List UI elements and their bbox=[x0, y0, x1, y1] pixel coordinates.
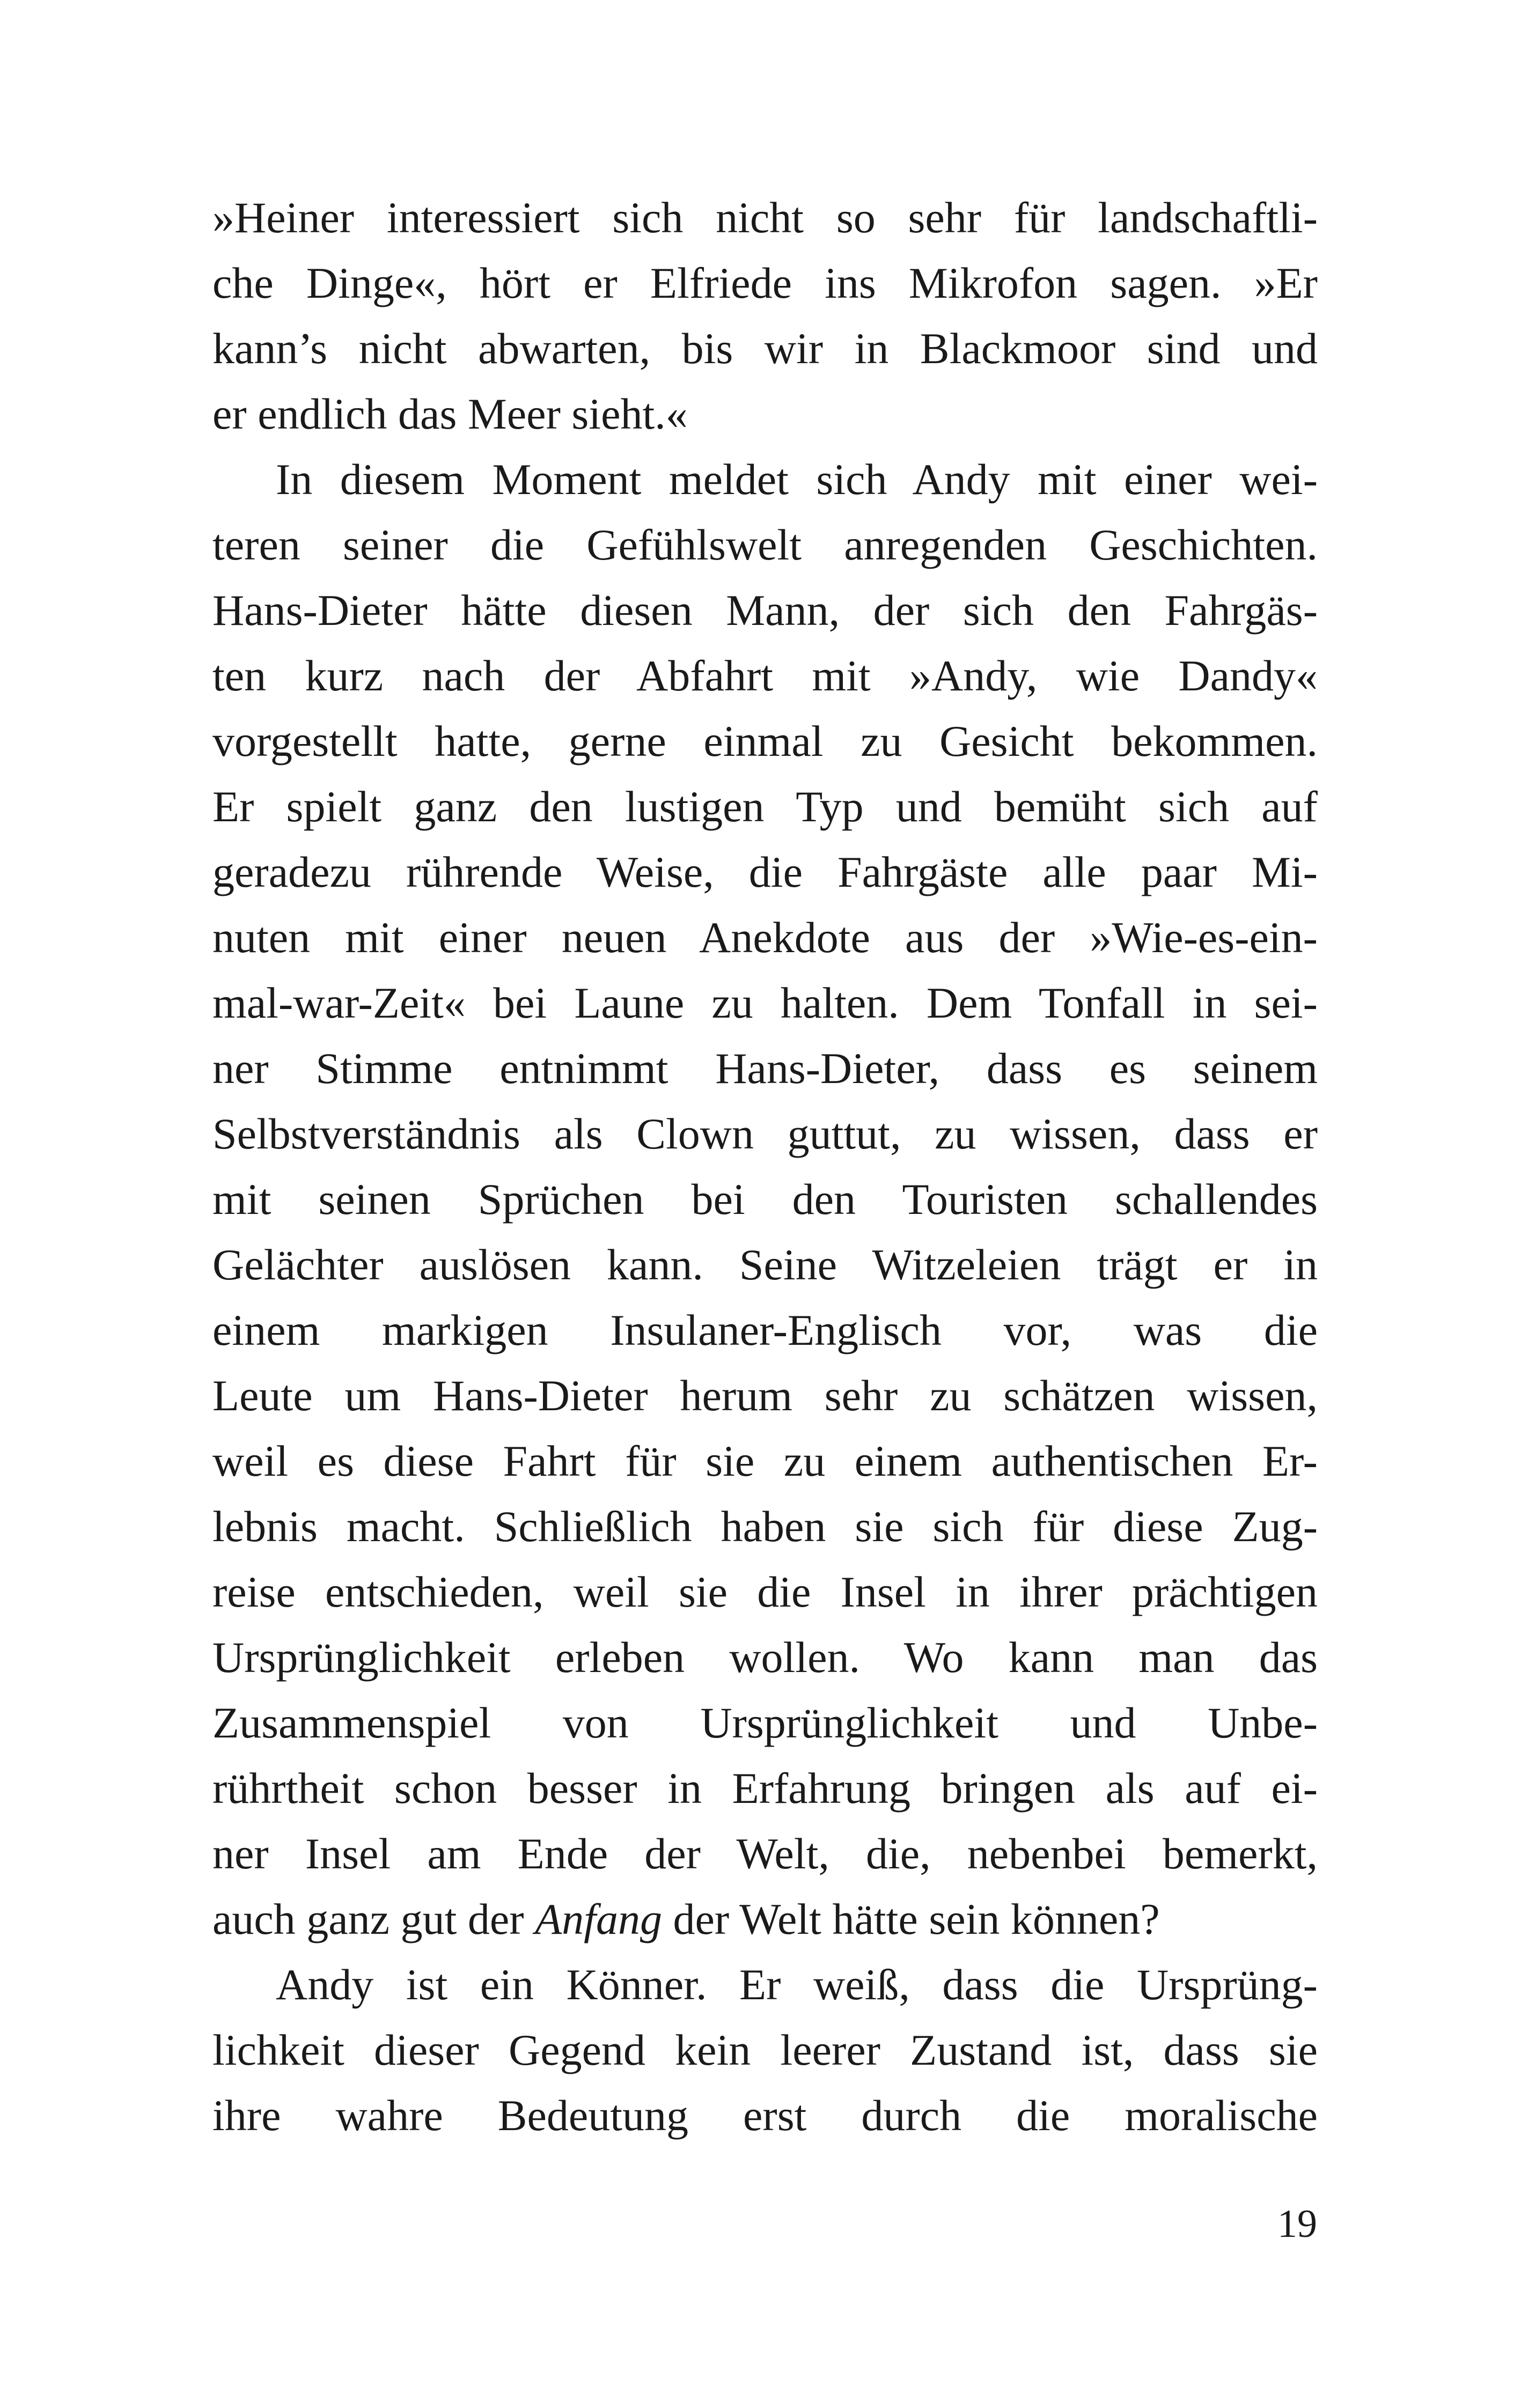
text-line: Gelächter auslösen kann. Seine Witzeleien trägt er in bbox=[212, 1240, 1318, 1289]
text-line: nuten mit einer neuen Anekdote aus der »Wie-es-ein- bbox=[212, 913, 1318, 962]
page-number: 19 bbox=[1277, 2202, 1317, 2246]
text-line-with-emphasis bbox=[212, 1887, 1318, 1952]
text-line: er endlich das Meer sieht.« bbox=[212, 389, 688, 438]
emphasized-word: Anfang bbox=[535, 1895, 662, 1943]
text-line: Selbstverständnis als Clown guttut, zu wissen, dass er bbox=[212, 1109, 1318, 1158]
text-line: reise entschieden, weil sie die Insel in ihrer prächtigen bbox=[212, 1567, 1318, 1616]
text-line: Ursprünglichkeit erleben wollen. Wo kann man das bbox=[212, 1633, 1318, 1682]
text-fragment: der Welt hätte sein können? bbox=[662, 1895, 1160, 1943]
text-line: ner Insel am Ende der Welt, die, nebenbei bemerkt, bbox=[212, 1829, 1318, 1878]
text-line: ten kurz nach der Abfahrt mit »Andy, wie Dandy« bbox=[212, 651, 1318, 700]
text-line: Hans-Dieter hätte diesen Mann, der sich den Fahrgäs- bbox=[212, 586, 1318, 635]
text-line: lebnis macht. Schließlich haben sie sich für diese Zug- bbox=[212, 1502, 1318, 1551]
text-line: »Heiner interessiert sich nicht so sehr für landschaftli- bbox=[212, 193, 1318, 242]
text-line: lichkeit dieser Gegend kein leerer Zustand ist, dass sie bbox=[212, 2026, 1318, 2074]
text-line: mit seinen Sprüchen bei den Touristen schallendes bbox=[212, 1175, 1318, 1224]
text-line: In diesem Moment meldet sich Andy mit einer wei- bbox=[276, 455, 1318, 504]
text-line: geradezu rührende Weise, die Fahrgäste alle paar Mi- bbox=[212, 848, 1318, 896]
text-line: mal-war-Zeit« bei Laune zu halten. Dem Tonfall in sei- bbox=[212, 978, 1318, 1027]
text-line: Zusammenspiel von Ursprünglichkeit und Unbe- bbox=[212, 1698, 1318, 1747]
text-line: ihre wahre Bedeutung erst durch die moralische bbox=[212, 2091, 1318, 2140]
text-line: vorgestellt hatte, gerne einmal zu Gesicht bekommen. bbox=[212, 717, 1318, 765]
text-line: Leute um Hans-Dieter herum sehr zu schätzen wissen, bbox=[212, 1371, 1318, 1420]
text-line: che Dinge«, hört er Elfriede ins Mikrofon sagen. »Er bbox=[212, 259, 1318, 307]
text-line: weil es diese Fahrt für sie zu einem authentischen Er- bbox=[212, 1437, 1318, 1485]
text-line: Er spielt ganz den lustigen Typ und bemüht sich auf bbox=[212, 782, 1318, 831]
text-line: teren seiner die Gefühlswelt anregenden Geschichten. bbox=[212, 520, 1318, 569]
text-fragment: auch ganz gut der bbox=[212, 1895, 535, 1943]
text-line: rührtheit schon besser in Erfahrung bringen als auf ei- bbox=[212, 1764, 1318, 1813]
page-body bbox=[212, 185, 1318, 2148]
text-line: Andy ist ein Könner. Er weiß, dass die Ursprüng- bbox=[276, 1960, 1318, 2009]
text-line: ner Stimme entnimmt Hans-Dieter, dass es seinem bbox=[212, 1044, 1318, 1093]
text-line: kann’s nicht abwarten, bis wir in Blackmoor sind und bbox=[212, 324, 1318, 373]
text-line: einem markigen Insulaner-Englisch vor, was die bbox=[212, 1306, 1318, 1354]
